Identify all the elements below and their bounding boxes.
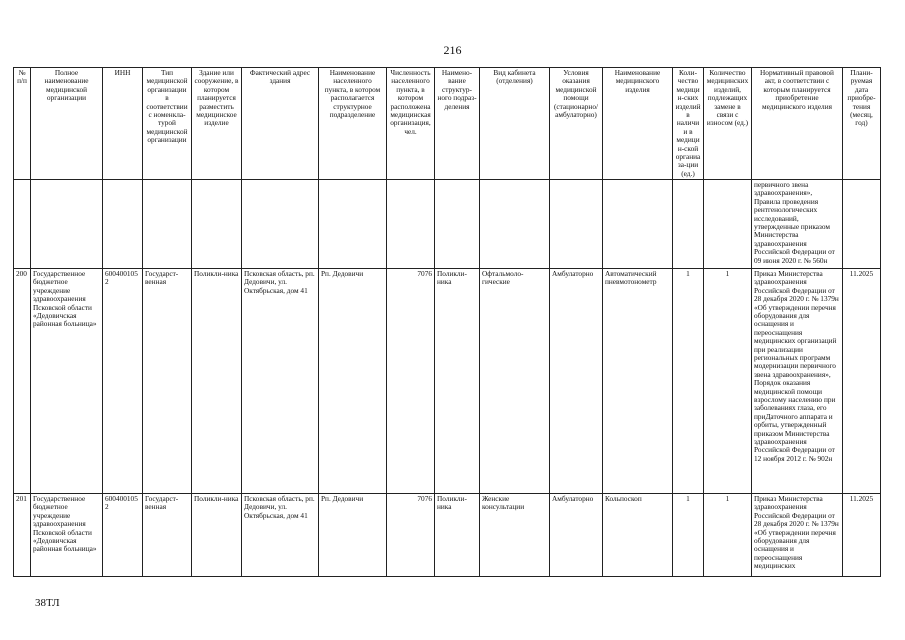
- page-number: 216: [443, 43, 462, 57]
- header-org: Полное наименование медицинской организации: [31, 68, 103, 180]
- row-type: Государст-венная: [143, 494, 192, 577]
- equipment-table: [13, 67, 881, 577]
- row-settlement: Рп. Дедовичи: [319, 494, 387, 577]
- row-qty-have: 1: [673, 494, 704, 577]
- row-device: Автоматический пневмотонометр: [603, 269, 673, 494]
- row-population: 7076: [387, 494, 435, 577]
- header-conditions: Условия оказания медицинской помощи (стационарно/ амбулаторно): [550, 68, 603, 180]
- row-building: Поликли-ника: [192, 269, 242, 494]
- row-org: Государственное бюджетное учреждение здравоохранения Псковской области «Дедовичская районная больница»: [31, 269, 103, 494]
- row-inn: 6004001052: [103, 494, 143, 577]
- row-org: Государственное бюджетное учреждение здравоохранения Псковской области «Дедовичская районная больница»: [31, 494, 103, 577]
- header-inn: ИНН: [103, 68, 143, 180]
- header-row: [14, 68, 881, 180]
- row-address: Псковская область, рп. Дедовичи, ул. Октябрьская, дом 41: [242, 494, 319, 577]
- table-row: [14, 494, 881, 577]
- row-type: Государст-венная: [143, 269, 192, 494]
- header-population: Численность населенного пункта, в котором расположена медицинская организация, чел.: [387, 68, 435, 180]
- header-qty-have: Коли-чество медицин-ских изделий в наличии в медицин-ской органиаза-ции (ед.): [673, 68, 704, 180]
- row-act: Приказ Министерства здравоохранения Российской Федерации от 28 декабря 2020 г. № 1379н «Об утверждении перечня оборудования для оснащения и переоснащения медицинских: [752, 494, 843, 577]
- header-device: Наименование медицинского изделия: [603, 68, 673, 180]
- row-act: Приказ Министерства здравоохранения Российской Федерации от 28 декабря 2020 г. № 1379н «Об утверждении перечня оборудования для оснащения и переоснащения медицинских организаций при реализации региональных программ модернизации первичного звена здравоохранения», Порядок оказания медицинской помощи взрослому населению при заболеваниях глаза, его приДаточного аппарата и орбиты, утвержденный приказом Министерства здравоохранения Российской Федерации от 12 ноября 2012 г. № 902н: [752, 269, 843, 494]
- row-conditions: Амбулаторно: [550, 269, 603, 494]
- row-inn: 6004001052: [103, 269, 143, 494]
- row-conditions: Амбулаторно: [550, 494, 603, 577]
- row-unit: Поликли-ника: [435, 269, 480, 494]
- row-qty-replace: 1: [704, 494, 752, 577]
- header-building: Здание или сооружение, в котором планируется разместить медицинское изделие: [192, 68, 242, 180]
- row-room: Офтальмоло-гические: [480, 269, 550, 494]
- table-row: [14, 269, 881, 494]
- continuation-act-text: первичного звена здравоохранения», Правила проведения рентгенологических исследований, утвержденные приказом Министерства здравоохранения Российской Федерации от 09 июня 2020 г. № 560н: [752, 180, 843, 269]
- row-population: 7076: [387, 269, 435, 494]
- row-date: 11.2025: [843, 494, 881, 577]
- header-room: Вид кабинета (отделения): [480, 68, 550, 180]
- row-qty-replace: 1: [704, 269, 752, 494]
- header-type: Тип медицинской организации в соответствии с номенкла-турой медицинской организации: [143, 68, 192, 180]
- header-unit: Наимено-вание структур-ного подраз-деления: [435, 68, 480, 180]
- header-address: Фактический адрес здания: [242, 68, 319, 180]
- row-building: Поликли-ника: [192, 494, 242, 577]
- header-num: № п/п: [14, 68, 31, 180]
- row-address: Псковская область, рп. Дедовичи, ул. Октябрьская, дом 41: [242, 269, 319, 494]
- row-room: Женские консультации: [480, 494, 550, 577]
- table-row-continuation: [14, 180, 881, 269]
- footer-code: 38ТЛ: [35, 597, 60, 609]
- row-settlement: Рп. Дедовичи: [319, 269, 387, 494]
- row-device: Кольпоскоп: [603, 494, 673, 577]
- row-num: 200: [14, 269, 31, 494]
- row-unit: Поликли-ника: [435, 494, 480, 577]
- row-date: 11.2025: [843, 269, 881, 494]
- row-num: 201: [14, 494, 31, 577]
- header-date: Плани-руемая дата приобре-тения (месяц, год): [843, 68, 881, 180]
- header-act: Нормативный правовой акт, в соответствии с которым планируется приобретение медицинского изделия: [752, 68, 843, 180]
- header-settlement: Наименование населенного пункта, в котором располагается структурное подразделение: [319, 68, 387, 180]
- header-qty-replace: Количество медицинских изделий, подлежащих замене в связи с износом (ед.): [704, 68, 752, 180]
- row-qty-have: 1: [673, 269, 704, 494]
